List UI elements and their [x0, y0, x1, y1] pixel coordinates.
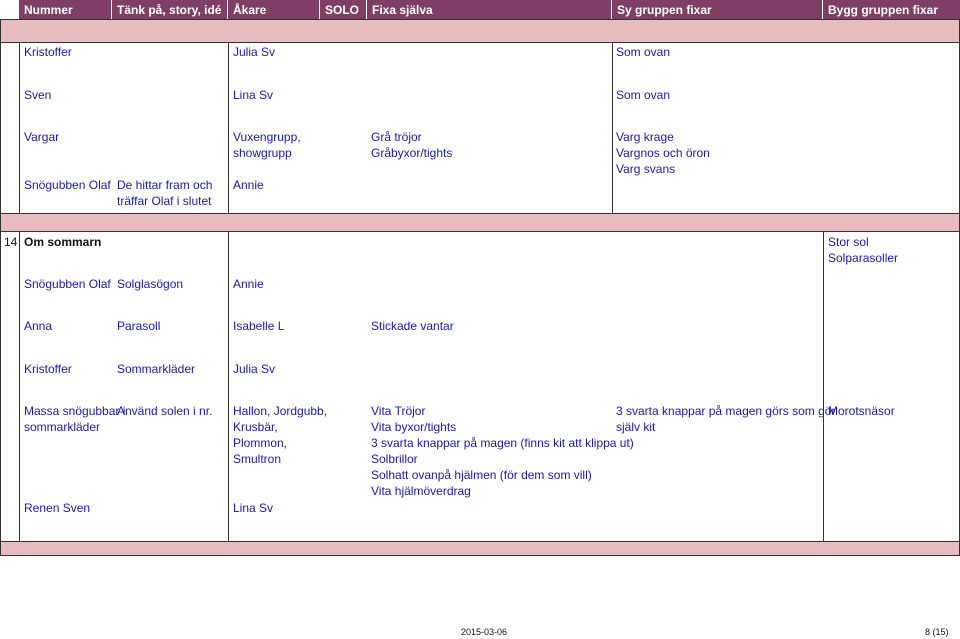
r9-fixa: Vita Tröjor Vita byxor/tights 3 svarta knappar på magen (finns kit att klippa ut) Solbrillor Solhatt ovanpå hjälmen (för dem som vill) Vita hjälmöverdrag — [371, 404, 634, 498]
r2-akare: Lina Sv — [233, 88, 274, 102]
grid-line — [228, 231, 229, 541]
header-nummer — [19, 0, 112, 19]
header-label: Sy gruppen fixar — [617, 3, 712, 17]
r1-nummer: Kristoffer — [24, 45, 72, 59]
r3-akare: Vuxengrupp, showgrupp — [233, 130, 301, 160]
header-label: Tänk på, story, idé — [117, 3, 222, 17]
r6-idea: Solglasögon — [117, 277, 184, 291]
header-bygg-gruppen — [823, 0, 960, 19]
header-label: SOLO — [325, 3, 360, 17]
r10-nummer: Renen Sven — [24, 501, 91, 515]
grid-line — [0, 231, 960, 232]
r4-idea: De hittar fram och träffar Olaf i slutet — [117, 178, 213, 208]
header-label: Bygg gruppen fixar — [828, 3, 939, 17]
footer-date: 2015-03-06 — [461, 627, 508, 637]
r4-akare: Annie — [233, 178, 264, 192]
grid-line — [0, 213, 960, 214]
r9-akare: Hallon, Jordgubb, Krusbär, Plommon, Smultron — [233, 404, 328, 466]
r9-bygg: Morotsnäsor — [828, 404, 895, 418]
grid-line — [19, 42, 20, 213]
r3-sy: Varg krage Vargnos och öron Varg svans — [616, 130, 710, 176]
r5-title: Om sommarn — [24, 235, 102, 249]
header-solo — [320, 0, 367, 19]
r5-number: 14 — [4, 235, 18, 249]
r7-fixa: Stickade vantar — [371, 319, 454, 333]
header-sy-gruppen — [612, 0, 823, 19]
r8-akare: Julia Sv — [233, 362, 276, 376]
r2-sy: Som ovan — [616, 88, 671, 102]
r1-sy: Som ovan — [616, 45, 671, 59]
grid-line — [0, 555, 960, 556]
grid-line — [0, 19, 960, 20]
r4-nummer: Snögubben Olaf — [24, 178, 111, 192]
grid-line — [0, 42, 960, 43]
r5-bygg: Stor sol Solparasoller — [828, 235, 899, 265]
pink-band — [1, 19, 960, 42]
r9-nummer: Massa snögubbar i sommarkläder — [24, 404, 126, 434]
r10-akare: Lina Sv — [233, 501, 274, 515]
r2-nummer: Sven — [24, 88, 52, 102]
header-akare — [228, 0, 320, 19]
r7-idea: Parasoll — [117, 319, 161, 333]
grid-line — [0, 541, 960, 542]
footer-page: 8 (15) — [925, 627, 949, 637]
pink-band — [1, 213, 960, 231]
r9-sy: 3 svarta knappar på magen görs som gör själv kit — [616, 404, 836, 434]
header-label: Åkare — [233, 3, 267, 17]
grid-line — [0, 19, 1, 555]
grid-line — [19, 231, 20, 541]
pink-band — [1, 541, 960, 555]
r3-fixa: Grå tröjor Gråbyxor/tights — [371, 130, 453, 160]
r7-nummer: Anna — [24, 319, 53, 333]
header-idea — [112, 0, 228, 19]
r1-akare: Julia Sv — [233, 45, 276, 59]
grid-line — [823, 231, 824, 541]
grid-line — [612, 42, 613, 213]
r7-akare: Isabelle L — [233, 319, 285, 333]
r3-nummer: Vargar — [24, 130, 60, 144]
r8-idea: Sommarkläder — [117, 362, 196, 376]
header-label: Nummer — [24, 3, 73, 17]
header-fixa-sjalva — [367, 0, 612, 19]
grid-line — [228, 42, 229, 213]
r9-idea: Använd solen i nr. — [117, 404, 213, 418]
header-label: Fixa själva — [372, 3, 433, 17]
r6-nummer: Snögubben Olaf — [24, 277, 111, 291]
r8-nummer: Kristoffer — [24, 362, 72, 376]
r6-akare: Annie — [233, 277, 264, 291]
